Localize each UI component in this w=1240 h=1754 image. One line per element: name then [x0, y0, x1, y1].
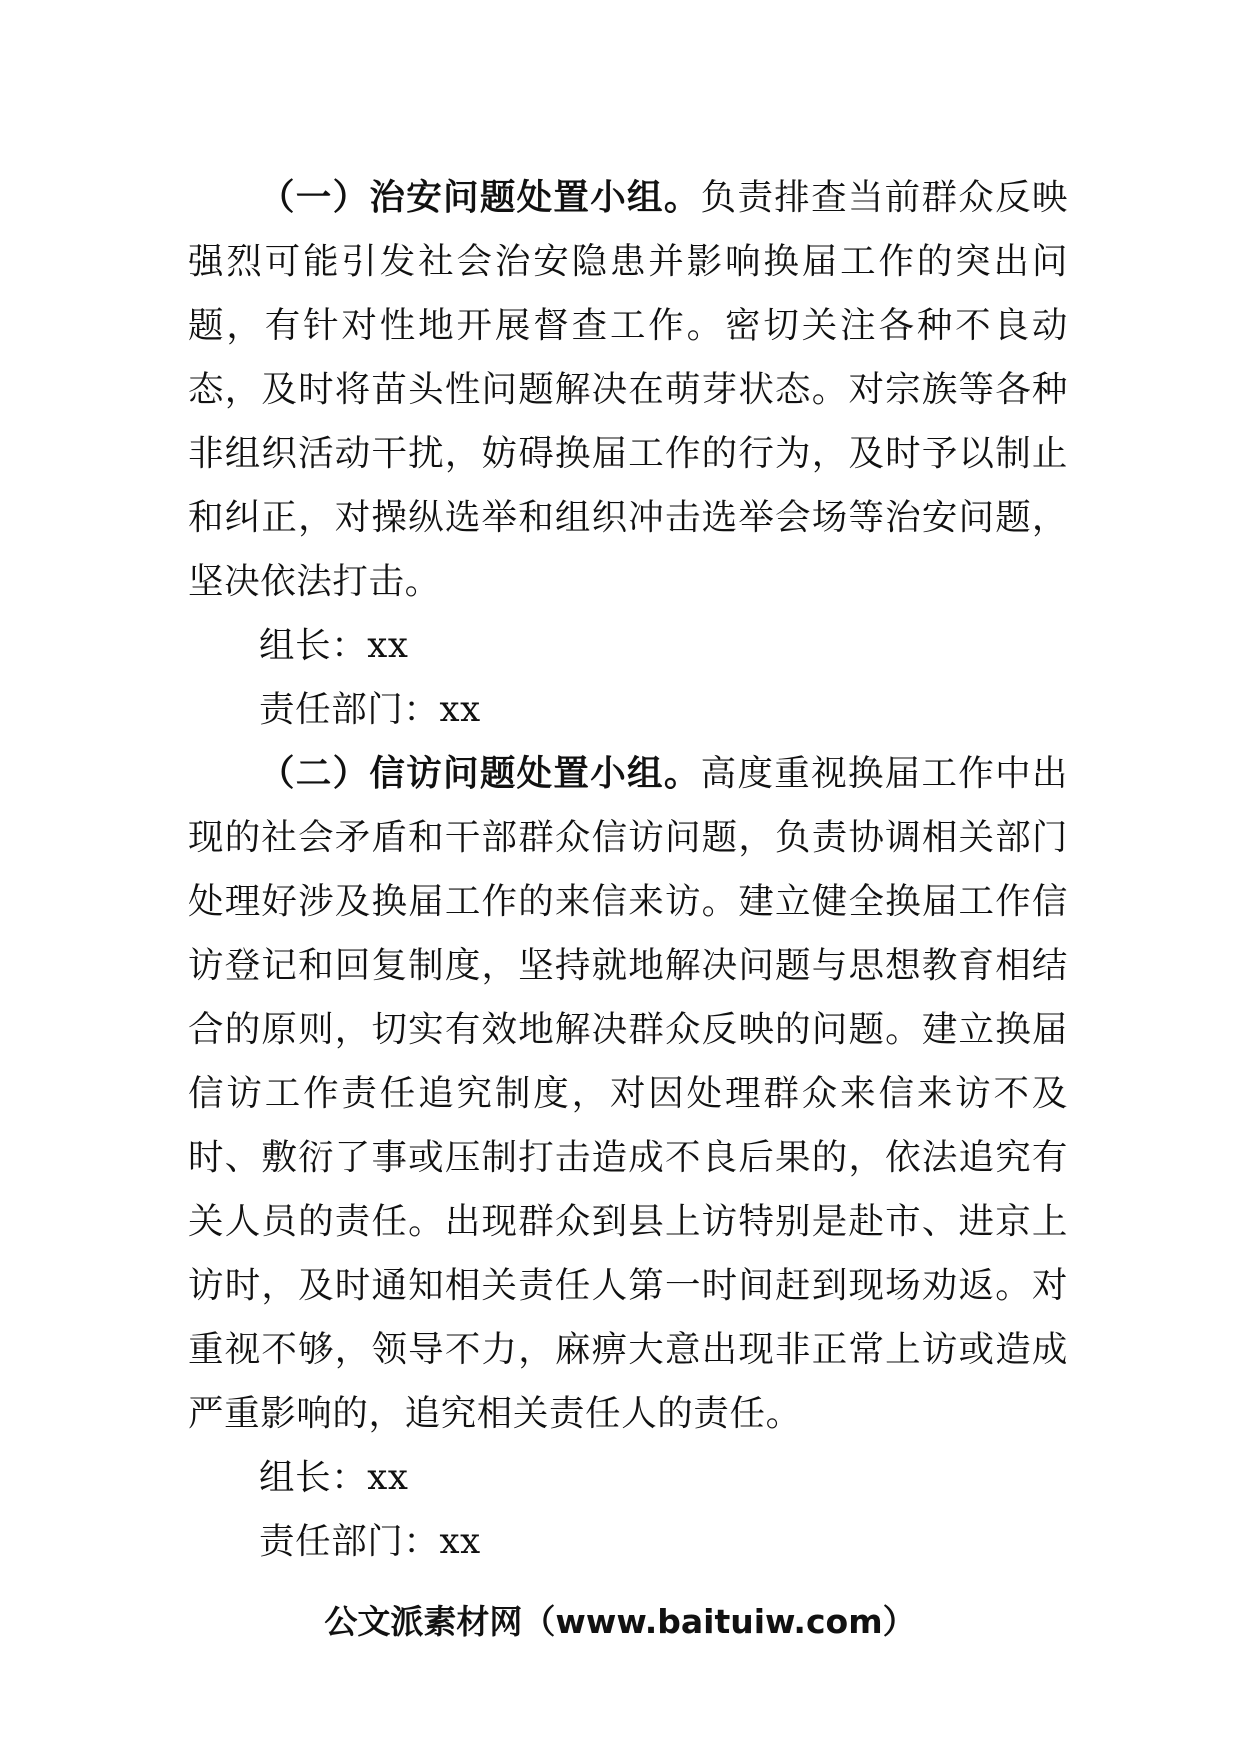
section-1-leader: 组长：xx — [259, 625, 409, 666]
section-2-paragraph — [188, 742, 1068, 1446]
footer-watermark-text: 公文派素材网（www.baituiw.com） — [324, 1602, 916, 1641]
section-2-body: 高度重视换届工作中出现的社会矛盾和干部群众信访问题，负责协调相关部门处理好涉及换届工作的来信来访。建立健全换届工作信访登记和回复制度，坚持就地解决问题与思想教育相结合的原则，切实有效地解决群众反映的问题。建立换届信访工作责任追究制度，对因处理群众来信来访不及时、敷衍了事或压制打击造成不良后果的，依法追究有关人员的责任。出现群众到县上访特别是赴市、进京上访时，及时通知相关责任人第一时间赶到现场劝返。对重视不够，领导不力，麻痹大意出现非正常上访或造成严重影响的，追究相关责任人的责任。 — [188, 753, 1068, 1434]
section-2-leader: 组长：xx — [259, 1457, 409, 1498]
section-2-department: 责任部门：xx — [259, 1521, 481, 1562]
section-2-heading: （二）信访问题处置小组。 — [259, 753, 701, 794]
section-1-body: 负责排查当前群众反映强烈可能引发社会治安隐患并影响换届工作的突出问题，有针对性地开展督查工作。密切关注各种不良动态，及时将苗头性问题解决在萌芽状态。对宗族等各种非组织活动干扰，妨碍换届工作的行为，及时予以制止和纠正，对操纵选举和组织冲击选举会场等治安问题，坚决依法打击。 — [188, 177, 1068, 602]
section-1-paragraph — [188, 166, 1068, 614]
section-1-heading: （一）治安问题处置小组。 — [259, 177, 701, 218]
section-1-department: 责任部门：xx — [259, 689, 481, 730]
document-body — [188, 166, 1068, 1574]
